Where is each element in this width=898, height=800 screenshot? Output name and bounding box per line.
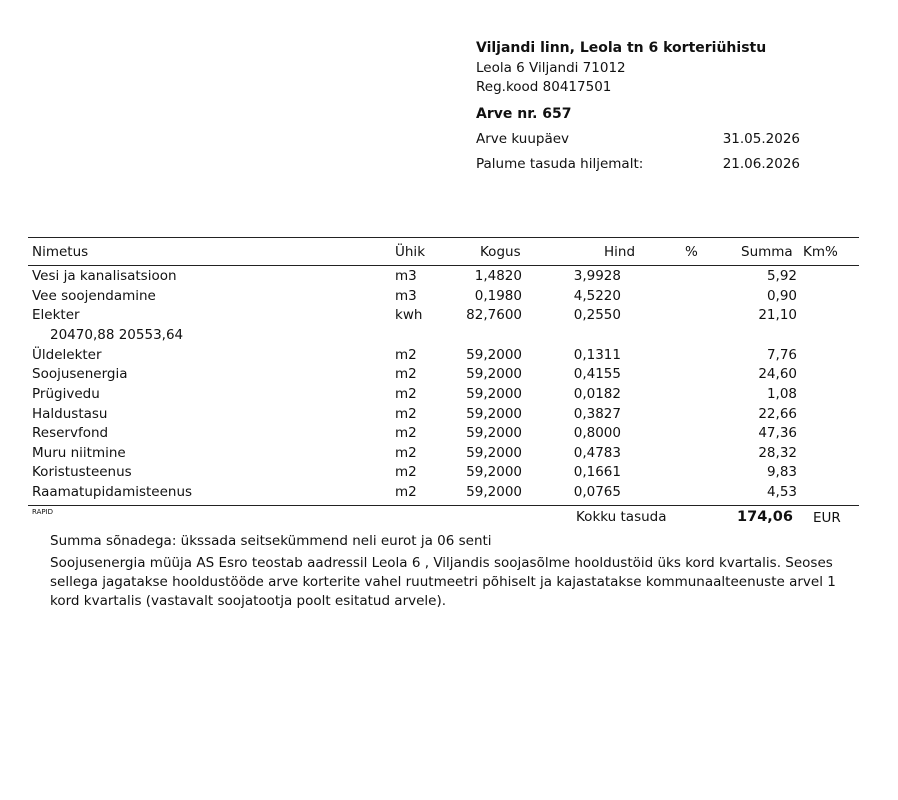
- item-sum: 47,36: [758, 425, 797, 441]
- invoice-number: Arve nr. 657: [476, 106, 572, 122]
- table-row: [0, 484, 898, 504]
- table-row: [0, 386, 898, 406]
- table-row: [0, 406, 898, 426]
- item-sum: 5,92: [766, 268, 797, 284]
- item-price: 0,0765: [573, 484, 621, 500]
- item-qty: 59,2000: [466, 484, 522, 500]
- item-name: Koristusteenus: [32, 464, 132, 480]
- table-row: [0, 307, 898, 327]
- meter-readings-row: [0, 327, 898, 347]
- item-sum: 22,66: [758, 405, 797, 422]
- table-row: [0, 445, 898, 465]
- item-qty: 59,2000: [466, 444, 522, 461]
- item-qty: 59,2000: [466, 464, 522, 480]
- item-qty: 59,2000: [466, 425, 522, 441]
- header-sum: Summa: [741, 244, 793, 260]
- item-name: Vee soojendamine: [32, 287, 156, 304]
- item-name: Üldelekter: [32, 346, 102, 363]
- item-price: 0,8000: [573, 425, 621, 441]
- item-price: 0,3827: [573, 405, 621, 422]
- item-qty: 59,2000: [466, 386, 522, 402]
- meter-readings: 20470,88 20553,64: [50, 327, 184, 343]
- item-sum: 24,60: [758, 366, 797, 382]
- invoice-date-value: 31.05.2026: [722, 131, 800, 147]
- item-unit: m3: [395, 268, 417, 284]
- due-date-value: 21.06.2026: [722, 156, 800, 172]
- item-sum: 9,83: [766, 464, 797, 480]
- item-name: Soojusenergia: [32, 366, 128, 382]
- item-name: Haldustasu: [32, 405, 108, 422]
- item-unit: m2: [395, 444, 417, 461]
- table-row: [0, 366, 898, 386]
- item-sum: 4,53: [766, 484, 797, 500]
- item-sum: 1,08: [766, 386, 797, 402]
- item-name: Muru niitmine: [32, 444, 126, 461]
- header-qty: Kogus: [480, 244, 521, 260]
- sum-in-words: Summa sõnadega: ükssada seitsekümmend neli eurot ja 06 senti: [50, 533, 492, 549]
- header-rule: [28, 265, 859, 266]
- item-unit: m2: [395, 464, 417, 480]
- item-unit: kwh: [395, 307, 423, 323]
- item-unit: m2: [395, 405, 417, 422]
- item-unit: m2: [395, 425, 417, 441]
- item-name: Elekter: [32, 307, 80, 323]
- item-qty: 82,7600: [466, 307, 522, 323]
- item-sum: 7,76: [766, 346, 797, 363]
- item-name: Prügivedu: [32, 386, 100, 402]
- table-row: [0, 464, 898, 484]
- table-row: [0, 347, 898, 367]
- seller-address: Leola 6 Viljandi 71012: [476, 60, 626, 76]
- item-price: 0,1311: [573, 346, 621, 363]
- item-sum: 0,90: [766, 287, 797, 304]
- item-qty: 59,2000: [466, 366, 522, 382]
- item-price: 3,9928: [573, 268, 621, 284]
- item-qty: 59,2000: [466, 405, 522, 422]
- header-unit: Ühik: [395, 244, 426, 260]
- invoice-note: Soojusenergia müüja AS Esro teostab aadressil Leola 6 , Viljandis soojasõlme hooldustöid üks kord kvartalis. Seoses sellega jagatakse hooldustööde arve korterite vahel ruutmeetri põhiselt ja kajastatakse kommunaalteenuste arvel 1 kord kvartalis (vastavalt soojatootja poolt esitatud arvele).: [50, 555, 836, 609]
- item-price: 0,4155: [573, 366, 621, 382]
- seller-name: Viljandi linn, Leola tn 6 korteriühistu: [476, 40, 767, 56]
- item-name: Reservfond: [32, 425, 109, 441]
- item-qty: 59,2000: [466, 346, 522, 363]
- item-unit: m2: [395, 484, 417, 500]
- item-sum: 21,10: [758, 307, 797, 323]
- item-price: 0,2550: [573, 307, 621, 323]
- rapid-mark: RAPID: [32, 508, 54, 516]
- item-price: 0,1661: [573, 464, 621, 480]
- header-name: Nimetus: [32, 244, 89, 260]
- table-row: [0, 425, 898, 445]
- item-name: Vesi ja kanalisatsioon: [32, 268, 177, 284]
- total-label: Kokku tasuda: [576, 509, 667, 525]
- item-price: 0,0182: [573, 386, 621, 402]
- header-vat: Km%: [803, 244, 838, 260]
- invoice-date-label: Arve kuupäev: [476, 131, 570, 147]
- due-date-label: Palume tasuda hiljemalt:: [476, 156, 644, 172]
- total-currency: EUR: [813, 510, 841, 526]
- header-price: Hind: [604, 244, 636, 260]
- item-sum: 28,32: [758, 444, 797, 461]
- item-price: 0,4783: [573, 444, 621, 461]
- item-unit: m2: [395, 346, 417, 363]
- table-row: [0, 288, 898, 308]
- item-unit: m2: [395, 366, 417, 382]
- item-unit: m3: [395, 287, 417, 304]
- total-value: 174,06: [737, 509, 793, 525]
- table-row: [0, 268, 898, 288]
- table-top-rule: [28, 237, 859, 238]
- item-unit: m2: [395, 386, 417, 402]
- item-price: 4,5220: [573, 287, 621, 304]
- table-bottom-rule: [28, 505, 859, 506]
- header-percent: %: [685, 244, 698, 260]
- item-qty: 1,4820: [474, 268, 522, 284]
- item-qty: 0,1980: [474, 287, 522, 304]
- seller-reg-code: Reg.kood 80417501: [476, 79, 612, 95]
- item-name: Raamatupidamisteenus: [32, 484, 193, 500]
